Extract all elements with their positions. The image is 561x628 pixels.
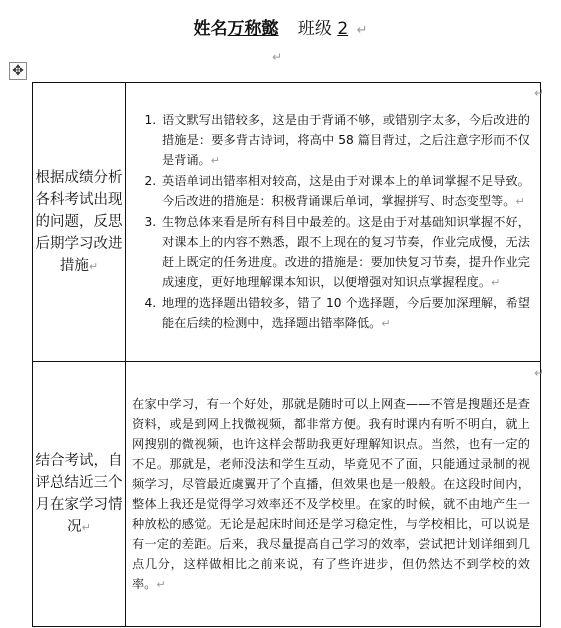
class-label: 班级 [297, 19, 332, 39]
paragraph-mark: ↵ [356, 23, 368, 38]
table-row [33, 362, 541, 627]
summary-paragraph: 在家中学习，有一个好处，那就是随时可以上网查——不管是搜题还是查资料，或是到网上找微视频，都非常方便。我有时课内有听不明白，就上网搜别的微视频，也许这样会帮助我更好理解知识点。当然，也有一定的不足。那就是，老师没法和学生互动，毕竟见不了面，只能通过录制的视频学习，尽管最近虞翼开了个直播，但效果也是一般般。在这段时间内，整体上我还是觉得学习效率还不及学校里。在家的时候，就不由地产生一种放松的感觉。无论是起床时间还是学习稳定性，与学校相比，可以说是有一定的差距。后来，我尽量提高自己学习的效率，尝试把计划详细到几点几分，这样做相比之前来说，有了些许进步，但仍然达不到学校的效率。↵ [132, 396, 530, 591]
name-value[interactable]: 万称懿 [227, 19, 279, 39]
reflection-table [32, 82, 541, 627]
name-label: 姓名 [193, 19, 228, 39]
list-item: 2. 英语单词出错率相对较高，这是由于对课本上的单词掌握不足导致。今后改进的措施是：积极背诵课后单词，掌握拼写、时态变型等。↵ [160, 171, 530, 212]
class-value[interactable]: 2 [337, 19, 349, 39]
row-content-cell[interactable] [126, 83, 541, 362]
improvement-list [126, 110, 540, 334]
row-end-mark: ↵ [534, 366, 545, 380]
row-label-cell[interactable]: 根据成绩分析各科考试出现的问题，反思后期学习改进措施↵ [33, 83, 126, 362]
row-end-mark: ↵ [534, 86, 545, 100]
row-label: 根据成绩分析各科考试出现的问题，反思后期学习改进措施 [35, 169, 123, 274]
paragraph-mark: ↵ [272, 50, 283, 64]
row-label: 结合考试，自评总结近三个月在家学习情况 [35, 452, 123, 535]
table-row [33, 83, 541, 362]
row-content-cell[interactable] [126, 362, 541, 627]
row-label-cell[interactable]: 结合考试，自评总结近三个月在家学习情况↵ [33, 362, 126, 627]
move-handle-icon[interactable]: ✥ [9, 62, 27, 80]
list-item: 4. 地理的选择题出错较多，错了 10 个选择题，今后要加深理解，希望能在后续的检测中，选择题出错率降低。↵ [160, 293, 530, 334]
document-title [0, 14, 561, 39]
list-item: 1. 语文默写出错较多，这是由于背诵不够，或错别字太多，今后改进的措施是：要多背古诗词，将高中 58 篇目背过，之后注意字形而不仅是背诵。↵ [160, 110, 530, 171]
list-item: 3. 生物总体来看是所有科目中最差的。这是由于对基础知识掌握不好，对课本上的内容不熟悉，跟不上现在的复习节奏，作业完成慢，无法赶上既定的任务进度。改进的措施是：要加快复习节奏，提升作业完成速度，更好地理解课本知识，以便增强对知识点掌握程度。↵ [160, 212, 530, 293]
